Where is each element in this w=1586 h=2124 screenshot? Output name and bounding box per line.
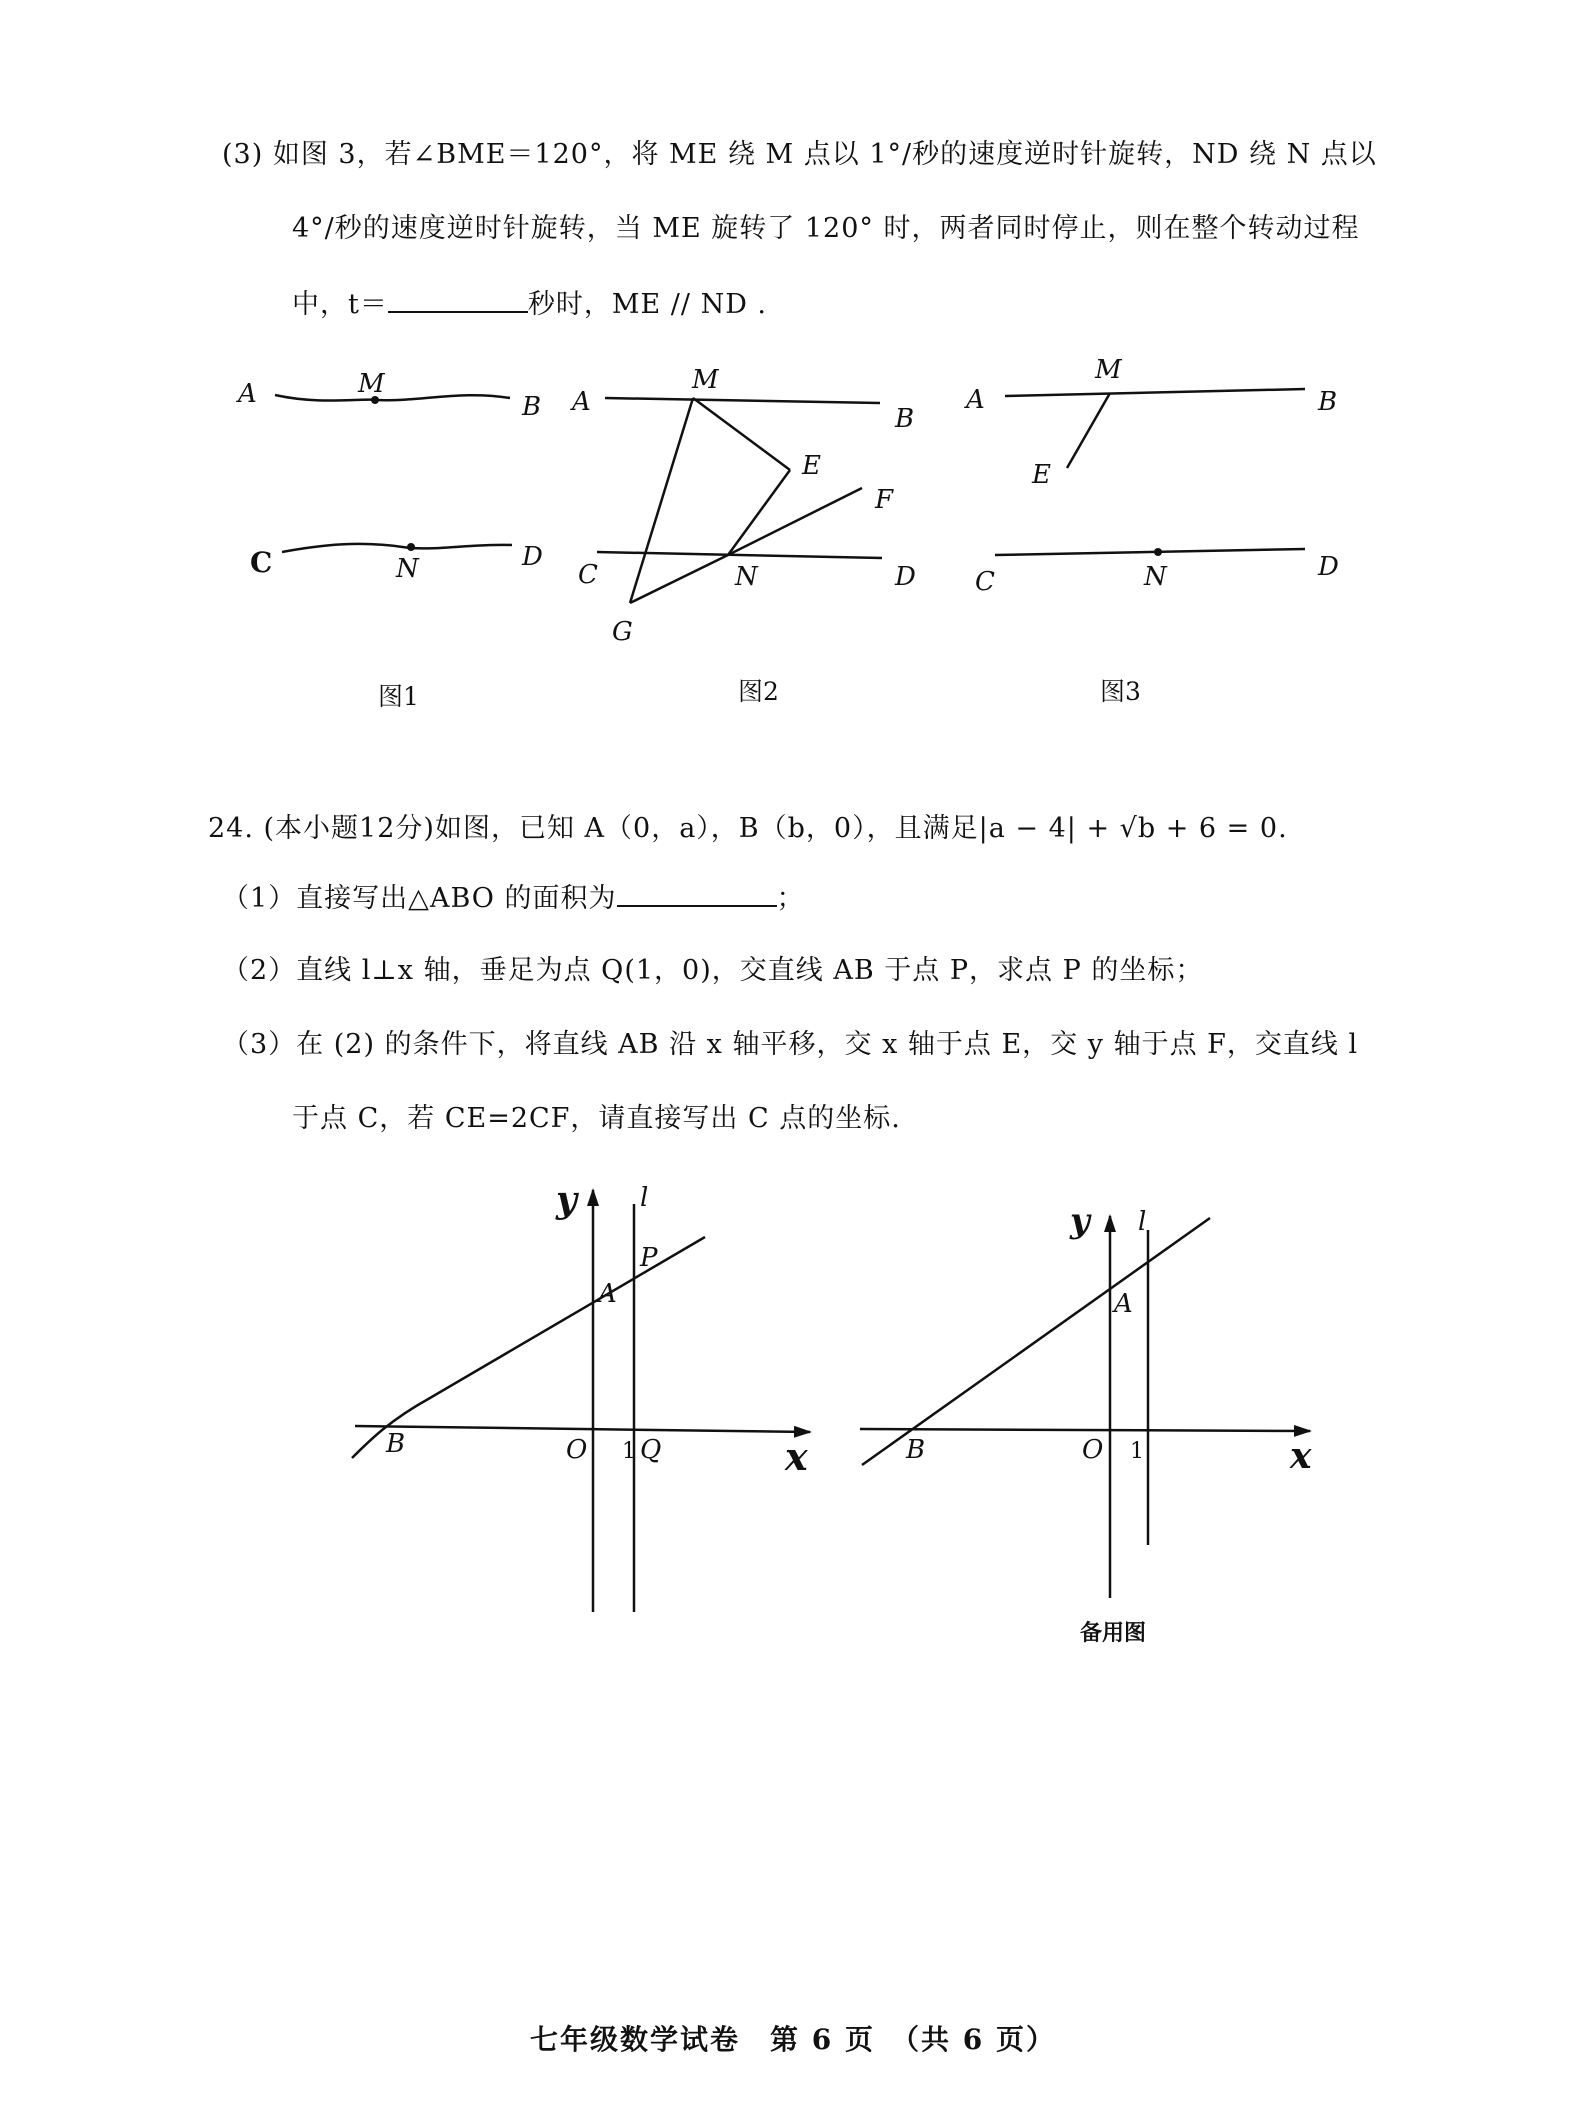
q3-text-1: 如图 3，若∠BME＝120°，将 ME 绕 M 点以 1°/秒的速度逆时针旋转，ND 绕 N 点以 xyxy=(272,139,1377,170)
fig2-label-a: A xyxy=(572,387,591,417)
main-x-axis xyxy=(355,1426,810,1432)
fig3-label-m: M xyxy=(1095,355,1122,385)
fig3-label-n: N xyxy=(1144,562,1167,592)
fig2-label-f: F xyxy=(875,485,894,515)
fig2-label-m: M xyxy=(692,365,719,395)
fig1-caption: 图1 xyxy=(378,682,419,711)
main-o-label: O xyxy=(566,1435,588,1465)
q24-part-1-text: （1）直接写出△ABO 的面积为 xyxy=(222,883,617,914)
main-l-label: l xyxy=(640,1183,649,1213)
fig1-label-d: D xyxy=(522,542,543,572)
q3-line-2: 4°/秒的速度逆时针旋转，当 ME 旋转了 120° 时，两者同时停止，则在整个转动过程 xyxy=(292,213,1360,244)
fig3-label-b: B xyxy=(1318,387,1338,417)
fig2-label-g: G xyxy=(612,617,633,647)
q3-text-3b: 秒时，ME // ND . xyxy=(527,289,768,320)
fig1-label-b: B xyxy=(522,392,542,422)
backup-one-label: 1 xyxy=(1130,1439,1144,1464)
backup-line-ab xyxy=(862,1218,1210,1465)
fig1-label-c: C xyxy=(250,546,273,579)
fig1-label-n: N xyxy=(396,554,419,584)
main-x-label: x xyxy=(785,1434,808,1479)
q24-part-1-end: ； xyxy=(776,883,805,914)
fig1-label-a: A xyxy=(238,379,257,409)
q3-number: (3) xyxy=(222,139,264,170)
fig3-label-a: A xyxy=(966,385,985,415)
fig3-caption: 图3 xyxy=(1100,677,1141,706)
main-q-label: Q xyxy=(640,1435,662,1465)
fig3-label-c: C xyxy=(975,567,995,597)
fig3-label-d: D xyxy=(1318,552,1339,582)
fig3-label-e: E xyxy=(1032,460,1051,490)
fig1-label-m: M xyxy=(358,369,385,399)
main-b-label: B xyxy=(386,1429,406,1459)
q24-header: 24. (本小题12分)如图，已知 A（0，a），B（b，0），且满足|a − 4| + √b + 6 = 0. xyxy=(208,813,1288,844)
backup-l-label: l xyxy=(1138,1207,1147,1237)
q24-part-3-line-2: 于点 C，若 CE=2CF，请直接写出 C 点的坐标. xyxy=(292,1103,901,1134)
backup-a-label: A xyxy=(1114,1289,1133,1319)
q3-text-3a: 中，t＝ xyxy=(292,289,388,320)
backup-x-label: x xyxy=(1290,1435,1312,1477)
main-one-label: 1 xyxy=(622,1439,636,1464)
page-footer: 七年级数学试卷 第 6 页 （共 6 页） xyxy=(530,2023,1056,2056)
backup-caption: 备用图 xyxy=(1080,1620,1147,1646)
q24-part-2: （2）直线 l⊥x 轴，垂足为点 Q(1，0)，交直线 AB 于点 P，求点 P 的坐标； xyxy=(222,955,1204,986)
main-a-label: A xyxy=(598,1279,617,1309)
fig2-label-b: B xyxy=(895,404,915,434)
backup-x-axis xyxy=(860,1429,1310,1431)
fig2-caption: 图2 xyxy=(738,677,779,706)
fig2-label-e: E xyxy=(802,451,821,481)
fig2-label-d: D xyxy=(895,562,916,592)
fig2-label-c: C xyxy=(578,560,598,590)
main-y-label: y xyxy=(556,1179,577,1221)
backup-b-label: B xyxy=(906,1435,926,1465)
backup-o-label: O xyxy=(1082,1435,1104,1465)
q24-part-3-line-1: （3）在 (2) 的条件下，将直线 AB 沿 x 轴平移，交 x 轴于点 E，交 y 轴于点 F，交直线 l xyxy=(222,1029,1359,1060)
fig2-label-n: N xyxy=(735,562,758,592)
backup-y-label: y xyxy=(1070,1201,1090,1241)
main-p-label: P xyxy=(640,1243,658,1273)
